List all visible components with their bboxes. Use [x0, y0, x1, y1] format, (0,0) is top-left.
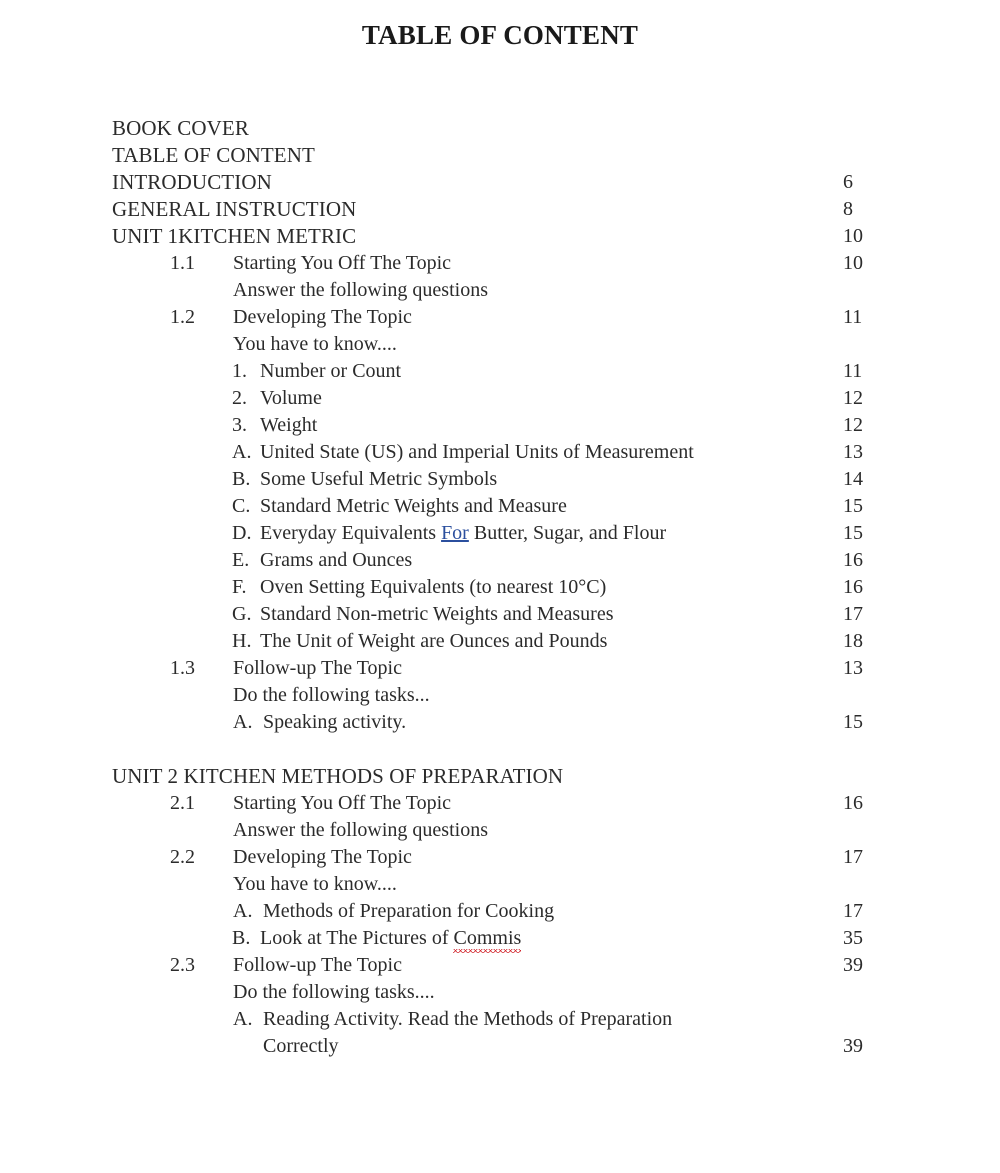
table-of-contents: [112, 115, 912, 1060]
toc-entry-label: The Unit of Weight are Ounces and Pounds: [260, 630, 608, 652]
toc-entry[interactable]: [112, 196, 912, 223]
toc-entry[interactable]: [112, 466, 912, 493]
toc-entry-label: Standard Metric Weights and Measure: [260, 495, 567, 517]
toc-entry[interactable]: [112, 385, 912, 412]
toc-page-number: 16: [843, 549, 863, 571]
toc-entry[interactable]: [112, 871, 912, 898]
toc-entry[interactable]: [112, 979, 912, 1006]
toc-page-number: 15: [843, 711, 863, 733]
toc-entry[interactable]: [112, 520, 912, 547]
toc-entry[interactable]: [112, 709, 912, 736]
toc-list-marker: F.: [232, 576, 247, 598]
toc-entry-label: UNIT 2 KITCHEN METHODS OF PREPARATION: [112, 764, 564, 788]
toc-entry[interactable]: [112, 223, 912, 250]
toc-page-number: 17: [843, 603, 863, 625]
toc-entry[interactable]: [112, 412, 912, 439]
toc-list-marker: A.: [233, 1008, 253, 1030]
toc-entry[interactable]: [112, 169, 912, 196]
toc-list-marker: B.: [232, 468, 251, 490]
toc-section-number: 2.2: [170, 846, 195, 868]
toc-list-marker: B.: [232, 927, 251, 949]
toc-entry-label: Oven Setting Equivalents (to nearest 10°C): [260, 576, 607, 598]
toc-entry[interactable]: [112, 925, 912, 952]
toc-entry[interactable]: [112, 1033, 912, 1060]
toc-entry[interactable]: [112, 1006, 912, 1033]
toc-page-number: 12: [843, 387, 863, 409]
toc-page-number: 14: [843, 468, 863, 490]
toc-section-number: 2.1: [170, 792, 195, 814]
toc-entry-label: Starting You Off The Topic: [233, 252, 452, 274]
toc-page-number: 16: [843, 792, 863, 814]
toc-page-number: 8: [843, 198, 853, 220]
toc-entry-label: You have to know....: [233, 873, 397, 895]
toc-entry[interactable]: [112, 547, 912, 574]
toc-entry-label: Everyday Equivalents For Butter, Sugar, and Flour: [260, 522, 667, 544]
toc-entry[interactable]: [112, 115, 912, 142]
toc-entry-label: Standard Non-metric Weights and Measures: [260, 603, 614, 625]
toc-entry-label: BOOK COVER: [112, 116, 249, 140]
toc-entry-label: Look at The Pictures of Commis: [260, 925, 521, 952]
misspelled-word[interactable]: Commis: [453, 925, 521, 952]
toc-entry-label: GENERAL INSTRUCTION: [112, 197, 357, 221]
toc-section-number: 1.2: [170, 306, 195, 328]
toc-list-marker: D.: [232, 522, 252, 544]
toc-entry[interactable]: [112, 628, 912, 655]
toc-page-number: 13: [843, 441, 863, 463]
toc-list-marker: E.: [232, 549, 250, 571]
toc-entry-label: Answer the following questions: [233, 819, 488, 841]
toc-entry[interactable]: [112, 817, 912, 844]
toc-list-marker: A.: [232, 441, 252, 463]
toc-page-number: 17: [843, 846, 863, 868]
toc-entry[interactable]: [112, 277, 912, 304]
hyperlink-word[interactable]: For: [441, 522, 469, 544]
toc-section-number: 1.1: [170, 252, 195, 274]
toc-entry-label: Developing The Topic: [233, 846, 412, 868]
toc-entry[interactable]: [112, 844, 912, 871]
toc-entry-label: Some Useful Metric Symbols: [260, 468, 498, 490]
toc-entry-label: United State (US) and Imperial Units of Measurement: [260, 441, 694, 463]
toc-page-number: 39: [843, 954, 863, 976]
toc-entry[interactable]: [112, 358, 912, 385]
toc-entry-label: Correctly: [263, 1035, 339, 1057]
toc-entry-label: Reading Activity. Read the Methods of Preparation: [263, 1008, 673, 1030]
toc-entry-label: You have to know....: [233, 333, 397, 355]
toc-list-marker: 3.: [232, 414, 247, 436]
toc-page-number: 39: [843, 1035, 863, 1057]
toc-entry[interactable]: [112, 493, 912, 520]
toc-page-number: 18: [843, 630, 863, 652]
toc-entry[interactable]: [112, 574, 912, 601]
toc-entry-label: Follow-up The Topic: [233, 954, 402, 976]
toc-entry[interactable]: [112, 304, 912, 331]
toc-entry[interactable]: [112, 763, 912, 790]
toc-entry-label: Do the following tasks....: [233, 981, 435, 1003]
toc-entry[interactable]: [112, 250, 912, 277]
toc-list-marker: A.: [233, 711, 253, 733]
page-title: TABLE OF CONTENT: [361, 20, 639, 50]
toc-list-marker: 2.: [232, 387, 247, 409]
toc-entry[interactable]: [112, 142, 912, 169]
toc-entry-label: Do the following tasks...: [233, 684, 430, 706]
toc-entry-label: Grams and Ounces: [260, 549, 413, 571]
toc-entry[interactable]: [112, 655, 912, 682]
toc-entry[interactable]: [112, 898, 912, 925]
toc-entry-label: INTRODUCTION: [112, 170, 272, 194]
toc-page-number: 35: [843, 927, 863, 949]
toc-page-number: 16: [843, 576, 863, 598]
toc-page-number: 11: [843, 306, 863, 328]
toc-entry-label: Answer the following questions: [233, 279, 488, 301]
toc-entry[interactable]: [112, 601, 912, 628]
toc-section-number: 1.3: [170, 657, 195, 679]
toc-entry-label: Weight: [260, 414, 318, 436]
toc-list-marker: C.: [232, 495, 251, 517]
toc-entry-label: UNIT 1KITCHEN METRIC: [112, 224, 357, 248]
toc-entry-label: Number or Count: [260, 360, 402, 382]
toc-entry[interactable]: [112, 331, 912, 358]
toc-entry-label: TABLE OF CONTENT: [112, 143, 315, 167]
toc-list-marker: H.: [232, 630, 252, 652]
toc-list-marker: A.: [233, 900, 253, 922]
toc-page-number: 15: [843, 495, 863, 517]
toc-entry[interactable]: [112, 790, 912, 817]
toc-entry[interactable]: [112, 952, 912, 979]
toc-page-number: 15: [843, 522, 863, 544]
toc-entry[interactable]: [112, 439, 912, 466]
toc-page-number: 6: [843, 171, 853, 193]
toc-spacer: [112, 736, 912, 763]
toc-entry-label: Volume: [260, 387, 322, 409]
toc-section-number: 2.3: [170, 954, 195, 976]
toc-entry-label: Methods of Preparation for Cooking: [263, 900, 555, 922]
toc-page-number: 11: [843, 360, 863, 382]
toc-entry-label: Starting You Off The Topic: [233, 792, 452, 814]
toc-page-number: 17: [843, 900, 863, 922]
toc-entry-label: Developing The Topic: [233, 306, 412, 328]
toc-page-number: 10: [843, 225, 863, 247]
toc-entry[interactable]: [112, 682, 912, 709]
toc-page-number: 12: [843, 414, 863, 436]
toc-list-marker: G.: [232, 603, 252, 625]
toc-page-number: 10: [843, 252, 863, 274]
toc-page-number: 13: [843, 657, 863, 679]
toc-list-marker: 1.: [232, 360, 247, 382]
toc-entry-label: Speaking activity.: [263, 711, 407, 733]
toc-entry-label: Follow-up The Topic: [233, 657, 402, 679]
